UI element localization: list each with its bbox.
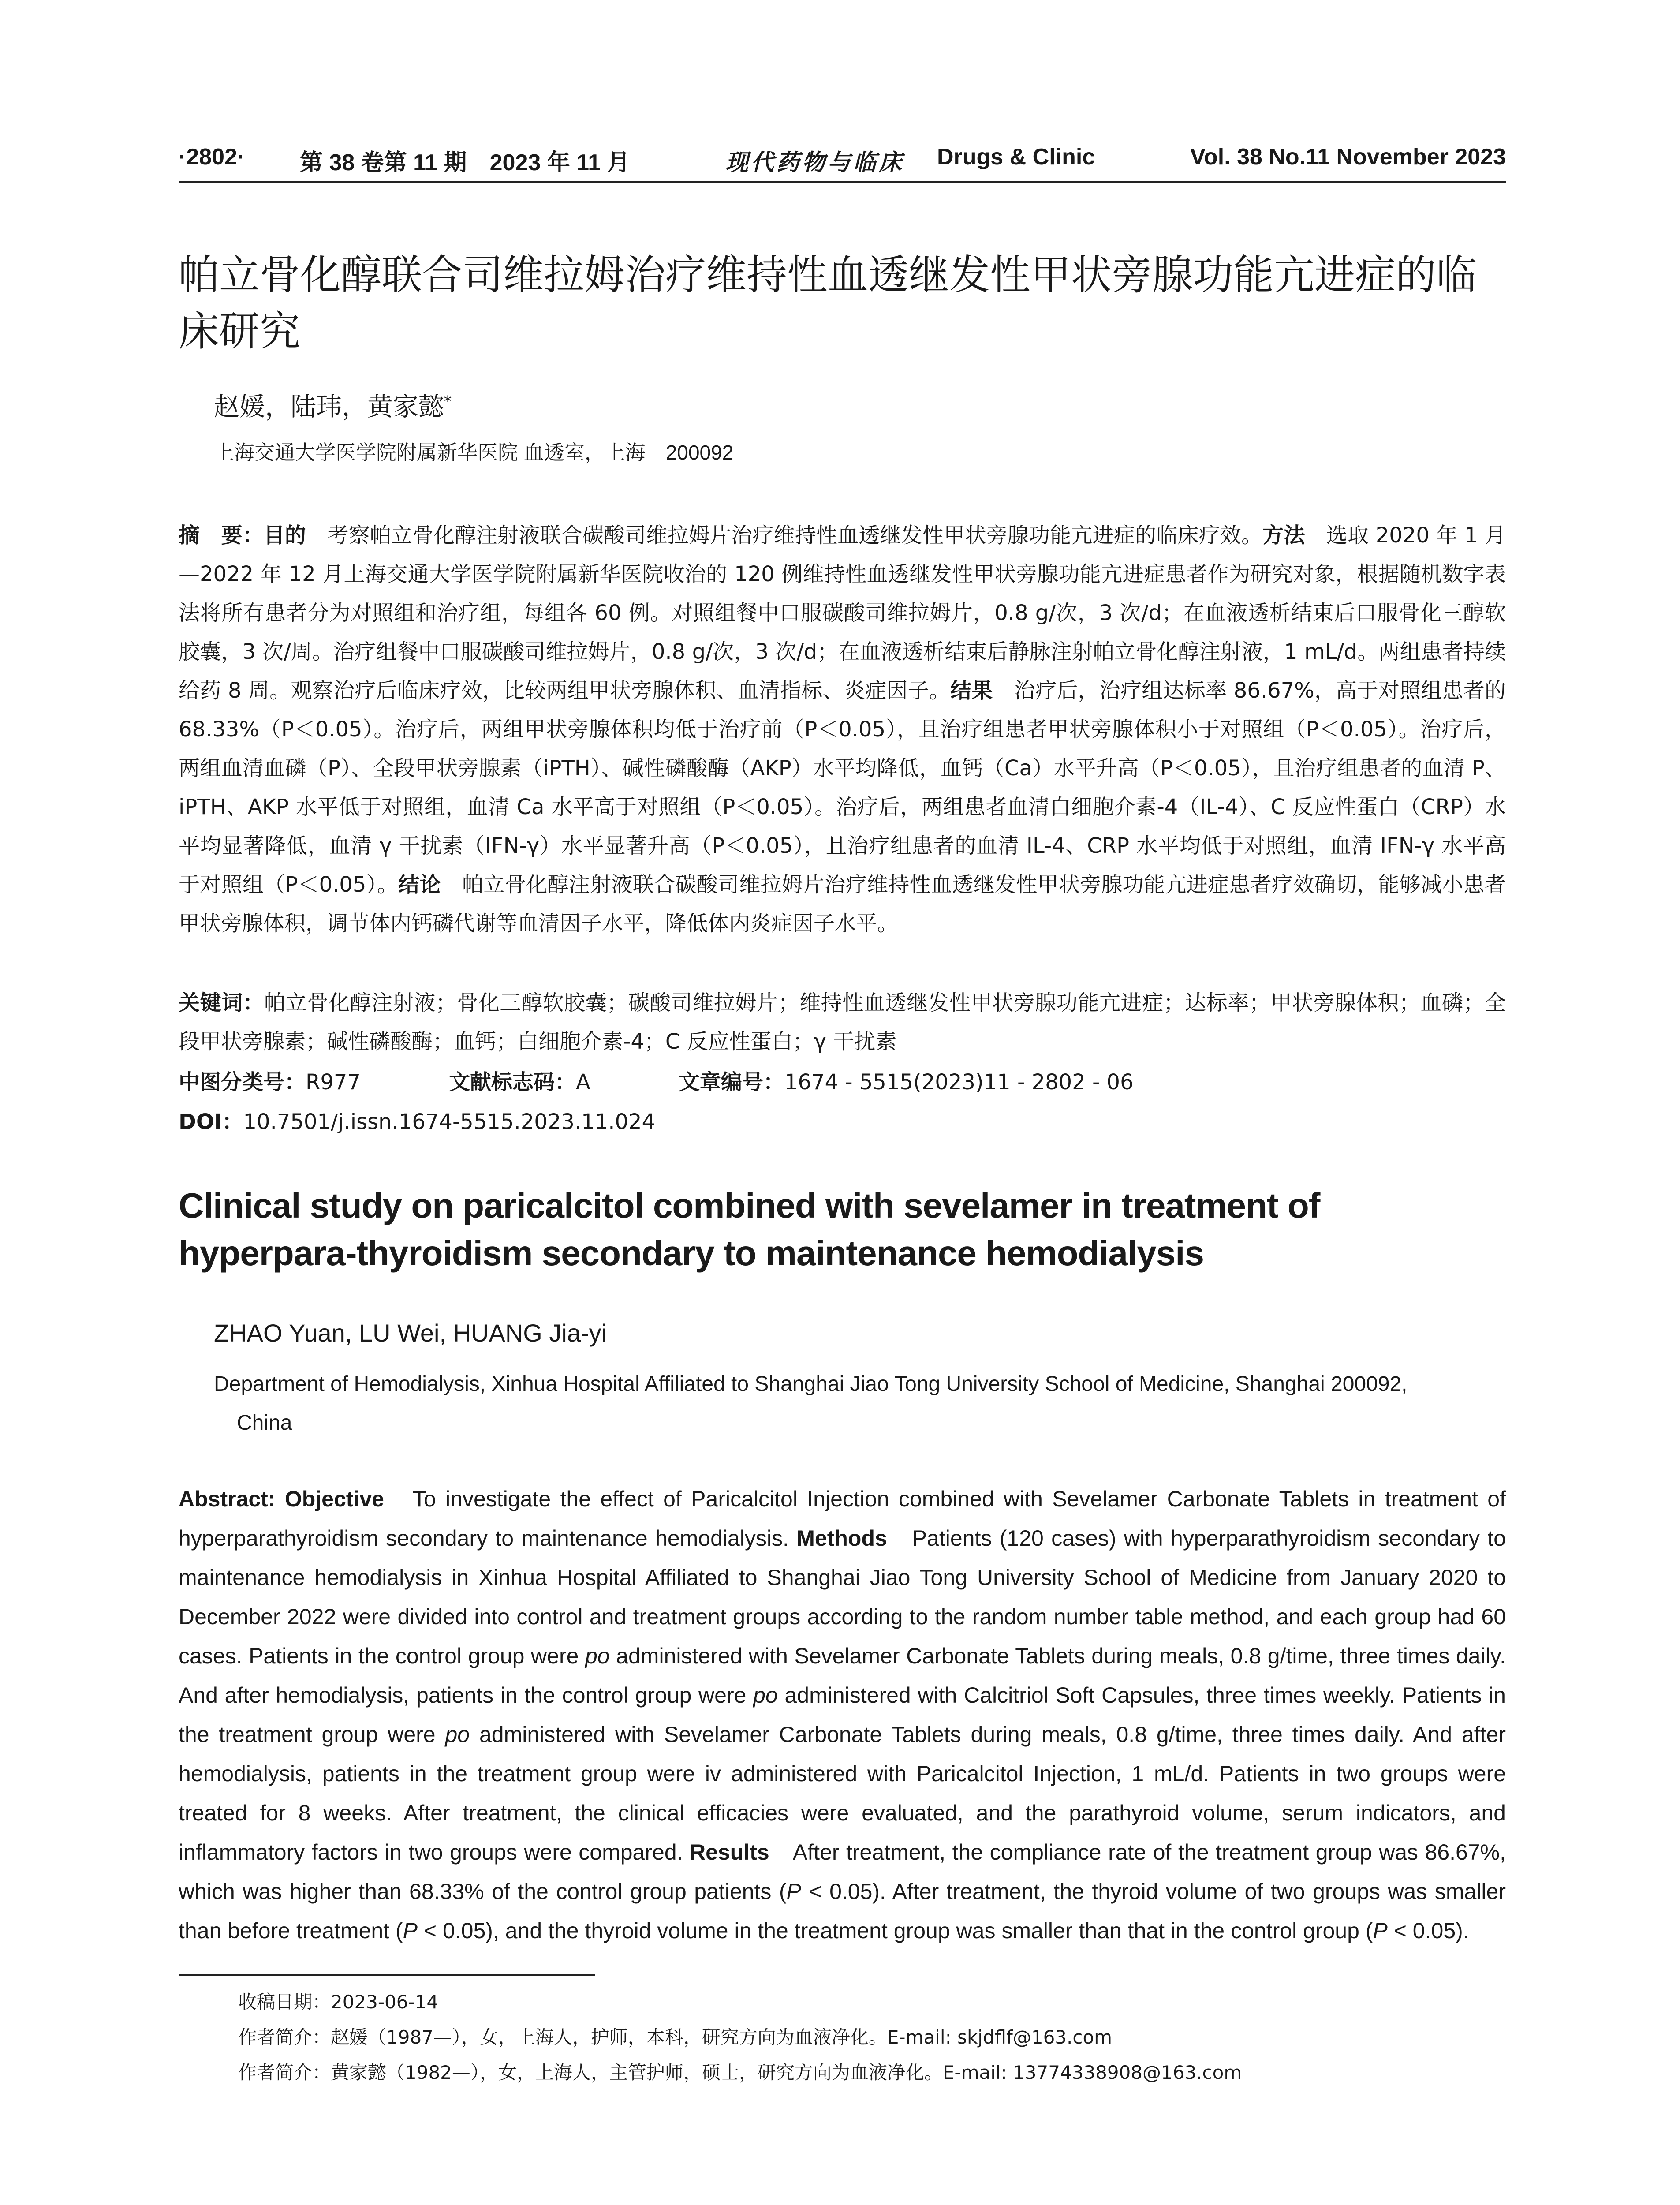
- article-no-label: 文章编号：: [678, 1070, 784, 1095]
- volume-info-cn: 第 38 卷第 11 期 2023 年 11 月: [300, 150, 630, 176]
- affiliation-cn: 上海交通大学医学院附属新华医院 血透室，上海 200092: [214, 441, 734, 464]
- conclusion-label-cn: 结论: [398, 872, 441, 897]
- footnote-divider: [179, 1974, 595, 1976]
- p-value-symbol-1: P: [786, 1879, 801, 1904]
- doc-code-value: A: [576, 1070, 590, 1095]
- objective-label-cn: 目的: [263, 523, 306, 548]
- methods-label-cn: 方法: [1262, 523, 1305, 548]
- page-number: ·2802·: [179, 144, 245, 170]
- p-value-symbol-3: P: [1373, 1918, 1388, 1943]
- doi-label: DOI：: [179, 1110, 243, 1134]
- methods-label-en: Methods: [796, 1526, 887, 1551]
- methods-text-en-3: administered with Calcitriol Soft Capsules, three times weekly. Patients in the treatment group were: [179, 1683, 1506, 1747]
- keywords-cn: [179, 983, 1506, 1061]
- article-title-cn: 帕立骨化醇联合司维拉姆治疗维持性血透继发性甲状旁腺功能亢进症的临床研究: [179, 251, 1477, 355]
- affiliation-en-line2: China: [237, 1411, 292, 1435]
- p-value-symbol-2: P: [403, 1918, 418, 1943]
- po-abbrev-2: po: [753, 1683, 778, 1708]
- authors-en: ZHAO Yuan, LU Wei, HUANG Jia-yi: [214, 1319, 607, 1347]
- classification-line: [179, 1063, 1506, 1102]
- objective-text-en: To investigate the effect of Paricalcitol Injection combined with Sevelamer Carbonate Tablets in treatment of hyperparathyroidism secondary to maintenance hemodialysis.: [179, 1487, 1506, 1551]
- keywords-text-cn: 帕立骨化醇注射液；骨化三醇软胶囊；碳酸司维拉姆片；维持性血透继发性甲状旁腺功能亢进症；达标率；甲状旁腺体积；血磷；全段甲状旁腺素；碱性磷酸酶；血钙；白细胞介素-4；C 反应性蛋白；γ 干扰素: [179, 990, 1506, 1054]
- abstract-cn: [179, 516, 1506, 943]
- objective-text-cn: 考察帕立骨化醇注射液联合碳酸司维拉姆片治疗维持性血透继发性甲状旁腺功能亢进症的临床疗效。: [306, 523, 1263, 548]
- results-text-en-3: < 0.05), and the thyroid volume in the treatment group was smaller than that in the control group (: [417, 1918, 1373, 1943]
- results-label-en: Results: [690, 1840, 769, 1865]
- doi-line: [179, 1102, 1506, 1141]
- affiliation-en: [214, 1365, 1506, 1443]
- keywords-label-cn: 关键词：: [179, 990, 265, 1015]
- abstract-en: [179, 1480, 1506, 1951]
- results-text-en-4: < 0.05).: [1387, 1918, 1469, 1943]
- methods-text-en-1: Patients (120 cases) with hyperparathyroidism secondary to maintenance hemodialysis in Xinhua Hospital Affiliated to Shanghai Jiao Tong University School of Medicine from January 2020 to December 2022 were divided into control and treatment groups according to the random number table method, and each group had 60 cases. Patients in the control group were: [179, 1526, 1506, 1668]
- results-label-cn: 结果: [950, 678, 993, 703]
- running-header: [179, 140, 1506, 183]
- doc-code-label: 文献标志码：: [448, 1070, 576, 1095]
- abstract-label-cn: 摘 要：: [179, 523, 264, 548]
- clc-label: 中图分类号：: [179, 1070, 306, 1095]
- clc-value: R977: [306, 1070, 361, 1095]
- results-text-cn: 治疗后，治疗组达标率 86.67%，高于对照组患者的 68.33%（P＜0.05）。治疗后，两组甲状旁腺体积均低于治疗前（P＜0.05），且治疗组患者甲状旁腺体积小于对照组（P＜0.05）。治疗后，两组血清血磷（P）、全段甲状旁腺素（iPTH）、碱性磷酸酶（AKP）水平均降低，血钙（Ca）水平升高（P＜0.05），且治疗组患者的血清 P、iPTH、AKP 水平低于对照组，血清 Ca 水平高于对照组（P＜0.05）。治疗后，两组患者血清白细胞介素-4（IL-4）、C 反应性蛋白（CRP）水平均显著降低，血清 γ 干扰素（IFN-γ）水平显著升高（P＜0.05），且治疗组患者的血清 IL-4、CRP 水平均低于对照组，血清 IFN-γ 水平高于对照组（P＜0.05）。: [179, 678, 1506, 897]
- affiliation-en-line1: Department of Hemodialysis, Xinhua Hospital Affiliated to Shanghai Jiao Tong University School of Medicine, Shanghai 200092,: [214, 1372, 1407, 1396]
- journal-name-cn: 现代药物与临床: [725, 149, 905, 176]
- journal-name-en: Drugs & Clinic: [937, 144, 1095, 170]
- po-abbrev-1: po: [585, 1644, 610, 1668]
- results-text-en-2: < 0.05). After treatment, the thyroid volume of two groups was smaller than before treatment (: [179, 1879, 1506, 1943]
- conclusion-text-cn: 帕立骨化醇注射液联合碳酸司维拉姆片治疗维持性血透继发性甲状旁腺功能亢进症患者疗效确切，能够减小患者甲状旁腺体积，调节体内钙磷代谢等血清因子水平，降低体内炎症因子水平。: [179, 872, 1506, 936]
- methods-text-cn: 选取 2020 年 1 月—2022 年 12 月上海交通大学医学院附属新华医院收治的 120 例维持性血透继发性甲状旁腺功能亢进症患者作为研究对象，根据随机数字表法将所有患者分为对照组和治疗组，每组各 60 例。对照组餐中口服碳酸司维拉姆片，0.8 g/次，3 次/d；在血液透析结束后口服骨化三醇软胶囊，3 次/周。治疗组餐中口服碳酸司维拉姆片，0.8 g/次，3 次/d；在血液透析结束后静脉注射帕立骨化醇注射液，1 mL/d。两组患者持续给药 8 周。观察治疗后临床疗效，比较两组甲状旁腺体积、血清指标、炎症因子。: [179, 523, 1506, 703]
- volume-info-en: Vol. 38 No.11 November 2023: [1190, 144, 1506, 170]
- author-bio-1: 作者简介：赵媛（1987—），女，上海人，护师，本科，研究方向为血液净化。E-mail: skjdflf@163.com: [238, 2026, 1113, 2048]
- po-abbrev-3: po: [445, 1722, 470, 1747]
- received-date: 收稿日期：2023-06-14: [238, 1991, 439, 2013]
- article-title-en: Clinical study on paricalcitol combined with sevelamer in treatment of hyperpara-thyroidism secondary to maintenance hemodialysis: [179, 1186, 1320, 1273]
- abstract-label-en: Abstract:: [179, 1487, 276, 1511]
- footnotes: [238, 1984, 1504, 2090]
- methods-text-en-2: administered with Sevelamer Carbonate Tablets during meals, 0.8 g/time, three times daily. And after hemodialysis, patients in the control group were: [179, 1644, 1506, 1708]
- article-no-value: 1674 - 5515(2023)11 - 2802 - 06: [784, 1070, 1134, 1095]
- objective-label-en: Objective: [284, 1487, 384, 1511]
- doi-value: 10.7501/j.issn.1674-5515.2023.11.024: [243, 1110, 656, 1134]
- corresponding-author-mark: *: [444, 392, 452, 411]
- methods-text-en-4: administered with Sevelamer Carbonate Tablets during meals, 0.8 g/time, three times daily. And after hemodialysis, patients in the treatment group were iv administered with Paricalcitol Injection, 1 mL/d. Patients in two groups were treated for 8 weeks. After treatment, the clinical efficacies were evaluated, and the parathyroid volume, serum indicators, and inflammatory factors in two groups were compared.: [179, 1722, 1506, 1865]
- results-text-en-1: After treatment, the compliance rate of the treatment group was 86.67%, which was higher than 68.33% of the control group patients (: [179, 1840, 1506, 1904]
- author-bio-2: 作者简介：黄家懿（1982—），女，上海人，主管护师，硕士，研究方向为血液净化。E-mail: 13774338908@163.com: [238, 2062, 1242, 2083]
- authors-cn: [214, 386, 452, 423]
- authors-cn-names: 赵媛，陆玮，黄家懿: [214, 392, 444, 422]
